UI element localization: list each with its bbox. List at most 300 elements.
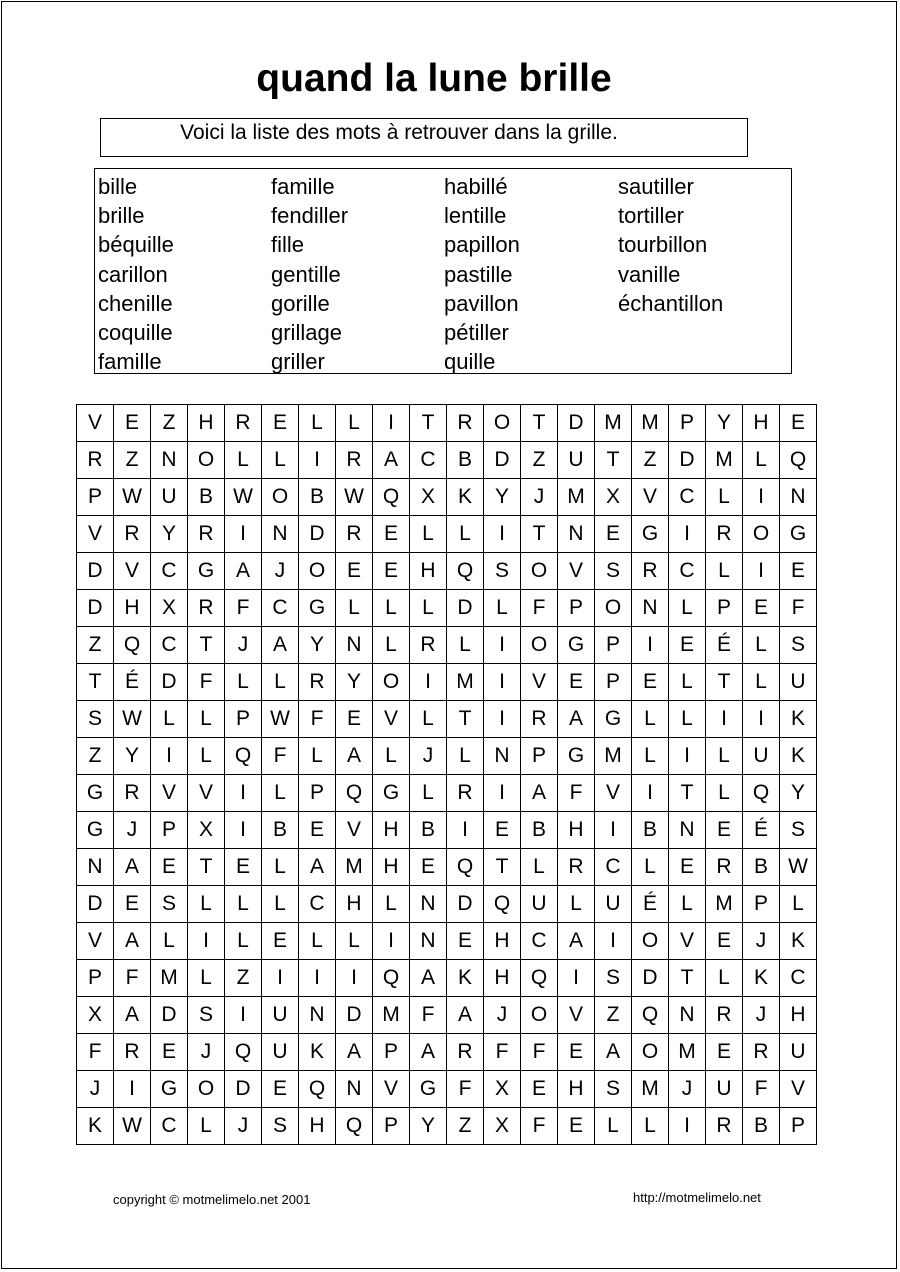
grid-cell[interactable]: V (669, 923, 706, 960)
grid-cell[interactable]: L (188, 1108, 225, 1145)
grid-cell[interactable]: Z (632, 442, 669, 479)
grid-cell[interactable]: C (151, 553, 188, 590)
grid-cell[interactable]: M (558, 479, 595, 516)
grid-cell[interactable]: V (77, 923, 114, 960)
grid-cell[interactable]: M (706, 442, 743, 479)
grid-cell[interactable]: A (114, 923, 151, 960)
grid-cell[interactable]: G (151, 1071, 188, 1108)
grid-cell[interactable]: K (743, 960, 780, 997)
grid-cell[interactable]: A (262, 627, 299, 664)
grid-cell[interactable]: Q (484, 886, 521, 923)
grid-cell[interactable]: L (262, 664, 299, 701)
grid-cell[interactable]: I (743, 553, 780, 590)
grid-cell[interactable]: O (299, 553, 336, 590)
grid-cell[interactable]: M (669, 1034, 706, 1071)
grid-cell[interactable]: O (373, 664, 410, 701)
grid-cell[interactable]: L (410, 775, 447, 812)
grid-cell[interactable]: L (447, 738, 484, 775)
grid-cell[interactable]: P (299, 775, 336, 812)
grid-cell[interactable]: E (706, 812, 743, 849)
grid-cell[interactable]: R (188, 590, 225, 627)
grid-cell[interactable]: B (410, 812, 447, 849)
grid-cell[interactable]: Y (151, 516, 188, 553)
grid-cell[interactable]: I (706, 701, 743, 738)
grid-cell[interactable]: N (669, 812, 706, 849)
grid-cell[interactable]: O (632, 1034, 669, 1071)
grid-cell[interactable]: D (336, 997, 373, 1034)
grid-cell[interactable]: E (447, 923, 484, 960)
grid-cell[interactable]: L (595, 1108, 632, 1145)
grid-cell[interactable]: R (521, 701, 558, 738)
grid-cell[interactable]: Z (114, 442, 151, 479)
grid-cell[interactable]: C (669, 553, 706, 590)
grid-cell[interactable]: L (262, 849, 299, 886)
grid-cell[interactable]: I (225, 775, 262, 812)
grid-cell[interactable]: L (262, 775, 299, 812)
grid-cell[interactable]: H (780, 997, 817, 1034)
grid-cell[interactable]: L (151, 701, 188, 738)
grid-cell[interactable]: J (484, 997, 521, 1034)
grid-cell[interactable]: O (632, 923, 669, 960)
grid-cell[interactable]: H (484, 960, 521, 997)
grid-cell[interactable]: V (595, 775, 632, 812)
grid-cell[interactable]: A (373, 442, 410, 479)
grid-cell[interactable]: G (77, 812, 114, 849)
grid-cell[interactable]: H (373, 812, 410, 849)
grid-cell[interactable]: N (151, 442, 188, 479)
grid-cell[interactable]: I (558, 960, 595, 997)
grid-cell[interactable]: L (373, 886, 410, 923)
grid-cell[interactable]: N (484, 738, 521, 775)
grid-cell[interactable]: Y (114, 738, 151, 775)
grid-cell[interactable]: L (447, 627, 484, 664)
grid-cell[interactable]: Q (373, 960, 410, 997)
grid-cell[interactable]: G (77, 775, 114, 812)
grid-cell[interactable]: F (521, 590, 558, 627)
grid-cell[interactable]: I (114, 1071, 151, 1108)
grid-cell[interactable]: U (151, 479, 188, 516)
grid-cell[interactable]: R (77, 442, 114, 479)
grid-cell[interactable]: F (484, 1034, 521, 1071)
grid-cell[interactable]: J (262, 553, 299, 590)
grid-cell[interactable]: K (447, 960, 484, 997)
grid-cell[interactable]: D (77, 553, 114, 590)
grid-cell[interactable]: Q (336, 775, 373, 812)
grid-cell[interactable]: L (299, 738, 336, 775)
grid-cell[interactable]: Z (77, 738, 114, 775)
grid-cell[interactable]: S (595, 960, 632, 997)
grid-cell[interactable]: R (299, 664, 336, 701)
grid-cell[interactable]: X (151, 590, 188, 627)
grid-cell[interactable]: R (336, 442, 373, 479)
grid-cell[interactable]: Q (447, 553, 484, 590)
grid-cell[interactable]: H (484, 923, 521, 960)
grid-cell[interactable]: X (188, 812, 225, 849)
grid-cell[interactable]: I (262, 960, 299, 997)
grid-cell[interactable]: I (410, 664, 447, 701)
grid-cell[interactable]: Q (336, 1108, 373, 1145)
grid-cell[interactable]: P (225, 701, 262, 738)
grid-cell[interactable]: L (484, 590, 521, 627)
grid-cell[interactable]: D (77, 590, 114, 627)
grid-cell[interactable]: Q (521, 960, 558, 997)
grid-cell[interactable]: R (188, 516, 225, 553)
grid-cell[interactable]: U (706, 1071, 743, 1108)
grid-cell[interactable]: M (632, 405, 669, 442)
grid-cell[interactable]: S (780, 812, 817, 849)
grid-cell[interactable]: G (410, 1071, 447, 1108)
grid-cell[interactable]: L (669, 701, 706, 738)
grid-cell[interactable]: U (780, 664, 817, 701)
grid-cell[interactable]: N (410, 923, 447, 960)
grid-cell[interactable]: O (262, 479, 299, 516)
grid-cell[interactable]: L (225, 923, 262, 960)
grid-cell[interactable]: É (632, 886, 669, 923)
grid-cell[interactable]: Y (299, 627, 336, 664)
grid-cell[interactable]: P (595, 627, 632, 664)
grid-cell[interactable]: T (484, 849, 521, 886)
grid-cell[interactable]: F (521, 1108, 558, 1145)
grid-cell[interactable]: B (743, 1108, 780, 1145)
grid-cell[interactable]: J (225, 1108, 262, 1145)
grid-cell[interactable]: K (447, 479, 484, 516)
grid-cell[interactable]: I (632, 627, 669, 664)
grid-cell[interactable]: W (780, 849, 817, 886)
grid-cell[interactable]: T (77, 664, 114, 701)
grid-cell[interactable]: D (632, 960, 669, 997)
grid-cell[interactable]: O (521, 553, 558, 590)
grid-cell[interactable]: U (262, 997, 299, 1034)
grid-cell[interactable]: I (595, 812, 632, 849)
grid-cell[interactable]: I (225, 812, 262, 849)
grid-cell[interactable]: E (410, 849, 447, 886)
grid-cell[interactable]: M (447, 664, 484, 701)
grid-cell[interactable]: A (521, 775, 558, 812)
grid-cell[interactable]: L (262, 886, 299, 923)
grid-cell[interactable]: L (410, 701, 447, 738)
grid-cell[interactable]: E (373, 553, 410, 590)
grid-cell[interactable]: A (299, 849, 336, 886)
grid-cell[interactable]: X (410, 479, 447, 516)
grid-cell[interactable]: U (558, 442, 595, 479)
grid-cell[interactable]: L (410, 590, 447, 627)
grid-cell[interactable]: A (558, 923, 595, 960)
grid-cell[interactable]: Y (780, 775, 817, 812)
grid-cell[interactable]: V (373, 1071, 410, 1108)
grid-cell[interactable]: L (669, 590, 706, 627)
grid-cell[interactable]: J (77, 1071, 114, 1108)
grid-cell[interactable]: P (558, 590, 595, 627)
grid-cell[interactable]: J (521, 479, 558, 516)
grid-cell[interactable]: R (114, 516, 151, 553)
grid-cell[interactable]: Q (373, 479, 410, 516)
grid-cell[interactable]: R (632, 553, 669, 590)
grid-cell[interactable]: G (632, 516, 669, 553)
grid-cell[interactable]: H (299, 1108, 336, 1145)
grid-cell[interactable]: S (595, 1071, 632, 1108)
grid-cell[interactable]: O (521, 997, 558, 1034)
grid-cell[interactable]: R (743, 1034, 780, 1071)
grid-cell[interactable]: E (336, 553, 373, 590)
grid-cell[interactable]: P (373, 1034, 410, 1071)
grid-cell[interactable]: S (77, 701, 114, 738)
grid-cell[interactable]: B (262, 812, 299, 849)
grid-cell[interactable]: H (373, 849, 410, 886)
grid-cell[interactable]: E (114, 405, 151, 442)
grid-cell[interactable]: Y (336, 664, 373, 701)
grid-cell[interactable]: V (632, 479, 669, 516)
grid-cell[interactable]: L (151, 923, 188, 960)
grid-cell[interactable]: M (373, 997, 410, 1034)
grid-cell[interactable]: R (410, 627, 447, 664)
grid-cell[interactable]: H (188, 405, 225, 442)
grid-cell[interactable]: N (336, 627, 373, 664)
grid-cell[interactable]: K (77, 1108, 114, 1145)
grid-cell[interactable]: F (743, 1071, 780, 1108)
grid-cell[interactable]: I (151, 738, 188, 775)
grid-cell[interactable]: R (706, 849, 743, 886)
grid-cell[interactable]: S (188, 997, 225, 1034)
grid-cell[interactable]: E (262, 923, 299, 960)
grid-cell[interactable]: L (262, 442, 299, 479)
grid-cell[interactable]: H (410, 553, 447, 590)
grid-cell[interactable]: N (262, 516, 299, 553)
grid-cell[interactable]: É (743, 812, 780, 849)
grid-cell[interactable]: Q (743, 775, 780, 812)
grid-cell[interactable]: Q (225, 1034, 262, 1071)
grid-cell[interactable]: V (114, 553, 151, 590)
grid-cell[interactable]: E (484, 812, 521, 849)
grid-cell[interactable]: L (225, 442, 262, 479)
grid-cell[interactable]: V (521, 664, 558, 701)
grid-cell[interactable]: T (669, 775, 706, 812)
grid-cell[interactable]: G (558, 738, 595, 775)
grid-cell[interactable]: E (780, 553, 817, 590)
grid-cell[interactable]: J (410, 738, 447, 775)
grid-cell[interactable]: M (336, 849, 373, 886)
grid-cell[interactable]: E (780, 405, 817, 442)
grid-cell[interactable]: N (780, 479, 817, 516)
grid-cell[interactable]: T (521, 516, 558, 553)
grid-cell[interactable]: T (669, 960, 706, 997)
grid-cell[interactable]: W (336, 479, 373, 516)
grid-cell[interactable]: L (225, 664, 262, 701)
grid-cell[interactable]: F (558, 775, 595, 812)
grid-cell[interactable]: L (336, 923, 373, 960)
grid-cell[interactable]: L (632, 701, 669, 738)
grid-cell[interactable]: Z (521, 442, 558, 479)
grid-cell[interactable]: C (595, 849, 632, 886)
grid-cell[interactable]: N (558, 516, 595, 553)
grid-cell[interactable]: E (151, 1034, 188, 1071)
grid-cell[interactable]: A (595, 1034, 632, 1071)
grid-cell[interactable]: W (225, 479, 262, 516)
grid-cell[interactable]: D (151, 997, 188, 1034)
grid-cell[interactable]: J (669, 1071, 706, 1108)
grid-cell[interactable]: N (336, 1071, 373, 1108)
grid-cell[interactable]: Y (706, 405, 743, 442)
grid-cell[interactable]: D (447, 886, 484, 923)
grid-cell[interactable]: O (188, 1071, 225, 1108)
grid-cell[interactable]: N (299, 997, 336, 1034)
grid-cell[interactable]: L (706, 960, 743, 997)
grid-cell[interactable]: P (521, 738, 558, 775)
grid-cell[interactable]: A (336, 738, 373, 775)
grid-cell[interactable]: P (669, 405, 706, 442)
grid-cell[interactable]: P (77, 960, 114, 997)
grid-cell[interactable]: L (410, 516, 447, 553)
grid-cell[interactable]: Q (225, 738, 262, 775)
grid-cell[interactable]: F (299, 701, 336, 738)
grid-cell[interactable]: L (743, 664, 780, 701)
grid-cell[interactable]: Y (410, 1108, 447, 1145)
grid-cell[interactable]: I (373, 923, 410, 960)
grid-cell[interactable]: T (188, 849, 225, 886)
grid-cell[interactable]: E (262, 405, 299, 442)
grid-cell[interactable]: P (706, 590, 743, 627)
grid-cell[interactable]: L (632, 738, 669, 775)
grid-cell[interactable]: W (114, 701, 151, 738)
grid-cell[interactable]: G (595, 701, 632, 738)
grid-cell[interactable]: Q (299, 1071, 336, 1108)
grid-cell[interactable]: L (336, 405, 373, 442)
grid-cell[interactable]: R (225, 405, 262, 442)
grid-cell[interactable]: J (743, 997, 780, 1034)
grid-cell[interactable]: É (114, 664, 151, 701)
grid-cell[interactable]: I (632, 775, 669, 812)
grid-cell[interactable]: H (743, 405, 780, 442)
grid-cell[interactable]: J (743, 923, 780, 960)
grid-cell[interactable]: I (299, 442, 336, 479)
grid-cell[interactable]: K (780, 923, 817, 960)
grid-cell[interactable]: O (188, 442, 225, 479)
grid-cell[interactable]: V (188, 775, 225, 812)
grid-cell[interactable]: L (188, 701, 225, 738)
grid-cell[interactable]: Z (77, 627, 114, 664)
grid-cell[interactable]: O (484, 405, 521, 442)
grid-cell[interactable]: E (114, 886, 151, 923)
grid-cell[interactable]: K (780, 738, 817, 775)
grid-cell[interactable]: E (706, 923, 743, 960)
grid-cell[interactable]: R (558, 849, 595, 886)
grid-cell[interactable]: M (632, 1071, 669, 1108)
grid-cell[interactable]: F (114, 960, 151, 997)
grid-cell[interactable]: F (410, 997, 447, 1034)
grid-cell[interactable]: U (780, 1034, 817, 1071)
grid-cell[interactable]: E (558, 1108, 595, 1145)
grid-cell[interactable]: I (669, 738, 706, 775)
grid-cell[interactable]: E (373, 516, 410, 553)
grid-cell[interactable]: L (188, 738, 225, 775)
grid-cell[interactable]: M (595, 405, 632, 442)
grid-cell[interactable]: I (225, 516, 262, 553)
grid-cell[interactable]: A (558, 701, 595, 738)
grid-cell[interactable]: A (447, 997, 484, 1034)
grid-cell[interactable]: H (558, 812, 595, 849)
grid-cell[interactable]: I (484, 516, 521, 553)
grid-cell[interactable]: L (373, 627, 410, 664)
grid-cell[interactable]: X (484, 1071, 521, 1108)
grid-cell[interactable]: B (743, 849, 780, 886)
grid-cell[interactable]: T (447, 701, 484, 738)
grid-cell[interactable]: A (410, 960, 447, 997)
grid-cell[interactable]: R (447, 405, 484, 442)
grid-cell[interactable]: I (484, 664, 521, 701)
grid-cell[interactable]: B (188, 479, 225, 516)
grid-cell[interactable]: W (114, 1108, 151, 1145)
grid-cell[interactable]: F (77, 1034, 114, 1071)
grid-cell[interactable]: T (706, 664, 743, 701)
grid-cell[interactable]: I (447, 812, 484, 849)
grid-cell[interactable]: L (743, 627, 780, 664)
grid-cell[interactable]: G (373, 775, 410, 812)
grid-cell[interactable]: E (669, 627, 706, 664)
grid-cell[interactable]: U (743, 738, 780, 775)
grid-cell[interactable]: K (299, 1034, 336, 1071)
grid-cell[interactable]: V (558, 553, 595, 590)
grid-cell[interactable]: R (447, 775, 484, 812)
grid-cell[interactable]: D (447, 590, 484, 627)
grid-cell[interactable]: P (151, 812, 188, 849)
grid-cell[interactable]: R (706, 516, 743, 553)
grid-cell[interactable]: R (706, 997, 743, 1034)
grid-cell[interactable]: H (114, 590, 151, 627)
grid-cell[interactable]: T (521, 405, 558, 442)
grid-cell[interactable]: V (558, 997, 595, 1034)
grid-cell[interactable]: Y (484, 479, 521, 516)
grid-cell[interactable]: E (669, 849, 706, 886)
grid-cell[interactable]: L (780, 886, 817, 923)
grid-cell[interactable]: I (484, 627, 521, 664)
grid-cell[interactable]: L (743, 442, 780, 479)
grid-cell[interactable]: O (595, 590, 632, 627)
grid-cell[interactable]: K (780, 701, 817, 738)
grid-cell[interactable]: E (595, 516, 632, 553)
grid-cell[interactable]: A (114, 849, 151, 886)
grid-cell[interactable]: C (410, 442, 447, 479)
grid-cell[interactable]: S (780, 627, 817, 664)
grid-cell[interactable]: O (521, 627, 558, 664)
grid-cell[interactable]: Q (780, 442, 817, 479)
grid-cell[interactable]: A (410, 1034, 447, 1071)
grid-cell[interactable]: I (595, 923, 632, 960)
grid-cell[interactable]: V (780, 1071, 817, 1108)
grid-cell[interactable]: V (77, 405, 114, 442)
grid-cell[interactable]: E (225, 849, 262, 886)
grid-cell[interactable]: P (373, 1108, 410, 1145)
grid-cell[interactable]: L (706, 738, 743, 775)
grid-cell[interactable]: Q (447, 849, 484, 886)
grid-cell[interactable]: Q (632, 997, 669, 1034)
grid-cell[interactable]: E (706, 1034, 743, 1071)
grid-cell[interactable]: D (299, 516, 336, 553)
grid-cell[interactable]: T (410, 405, 447, 442)
grid-cell[interactable]: A (114, 997, 151, 1034)
grid-cell[interactable]: H (336, 886, 373, 923)
grid-cell[interactable]: F (262, 738, 299, 775)
grid-cell[interactable]: M (706, 886, 743, 923)
grid-cell[interactable]: L (447, 516, 484, 553)
grid-cell[interactable]: E (558, 1034, 595, 1071)
grid-cell[interactable]: I (299, 960, 336, 997)
grid-cell[interactable]: S (151, 886, 188, 923)
grid-cell[interactable]: I (669, 1108, 706, 1145)
grid-cell[interactable]: É (706, 627, 743, 664)
grid-cell[interactable]: C (299, 886, 336, 923)
grid-cell[interactable]: R (336, 516, 373, 553)
grid-cell[interactable]: G (188, 553, 225, 590)
grid-cell[interactable]: U (262, 1034, 299, 1071)
